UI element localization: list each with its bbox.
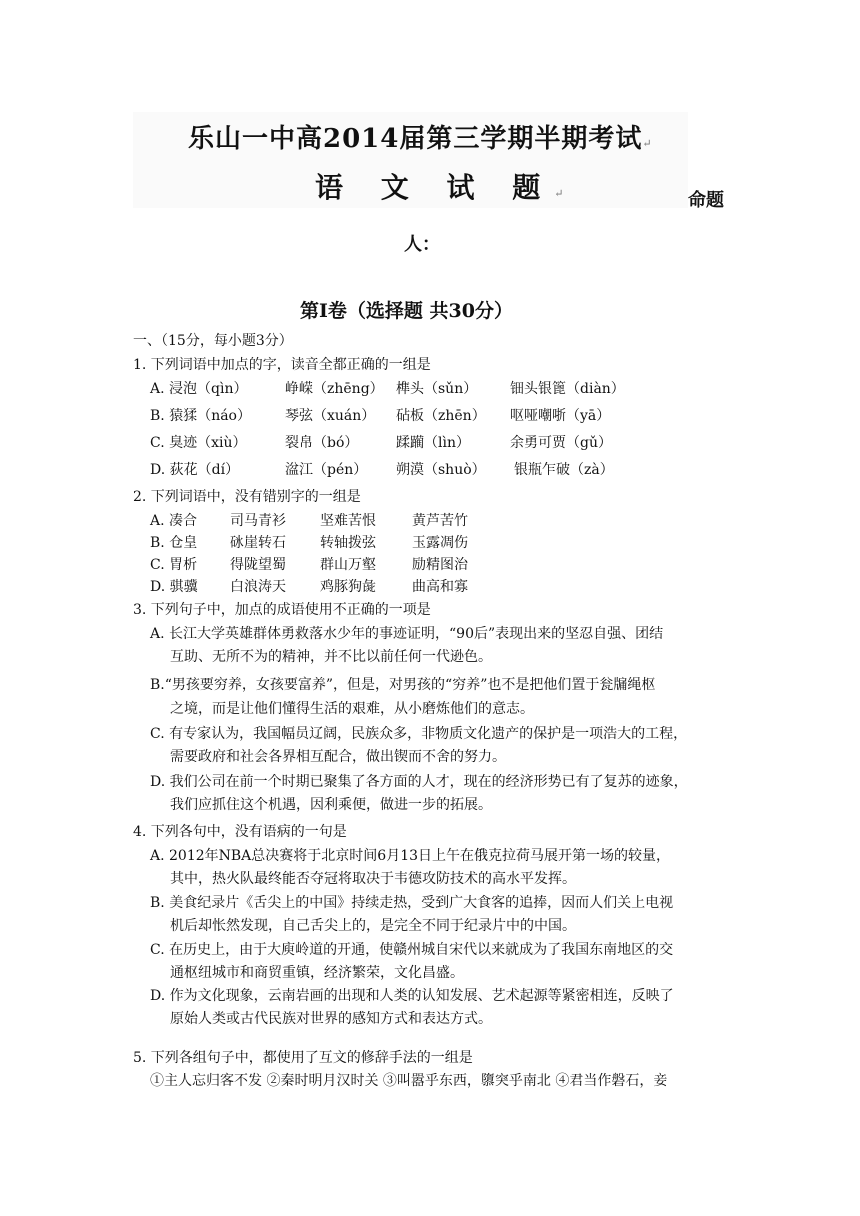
- option-cell: 转轴拨弦: [320, 535, 376, 551]
- option-cell: 鸡豚狗彘: [320, 579, 376, 595]
- question-4-option-a-line1: A. 2012年NBA总决赛将于北京时间6月13日上午在俄克拉荷马展开第一场的较量，: [150, 848, 671, 864]
- paragraph-mark-icon: ↵: [642, 137, 652, 150]
- question-4-option-c-line2: 通枢纽城市和商贸重镇，经济繁荣，文化昌盛。: [170, 965, 464, 981]
- option-cell: 砧板（zhēn）: [396, 408, 486, 424]
- option-cell: 白浪涛天: [230, 579, 286, 595]
- option-cell: 朔漠（shuò）: [396, 462, 486, 478]
- option-cell: 钿头银篦（diàn）: [510, 381, 625, 397]
- option-cell: B. 猿猱（náo）: [150, 408, 251, 424]
- question-3-option-a-line2: 互助、无所不为的精神，并不比以前任何一代逊色。: [170, 649, 492, 665]
- question-3-option-b-line2: 之境，而是让他们懂得生活的艰难，从小磨炼他们的意志。: [170, 701, 534, 717]
- question-3-option-d-line2: 我们应抓住这个机遇，因利乘便，做进一步的拓展。: [170, 797, 492, 813]
- option-cell: C. 臭迹（xiù）: [150, 435, 247, 451]
- option-cell: 呕哑嘲哳（yā）: [510, 408, 611, 424]
- paragraph-mark-icon: ↵: [554, 187, 564, 200]
- option-cell: 峥嵘（zhēng）: [285, 381, 384, 397]
- question-4-option-a-line2: 其中，热火队最终能否夺冠将取决于韦德攻防技术的高水平发挥。: [170, 871, 576, 887]
- option-cell: 银瓶乍破（zà）: [514, 462, 614, 478]
- question-3-option-b-line1: B.“男孩要穷养，女孩要富养”，但是，对男孩的“穷养”也不是把他们置于瓮牖绳枢: [150, 677, 656, 693]
- question-3-option-d-line1: D. 我们公司在前一个时期已聚集了各方面的人才，现在的经济形势已有了复苏的迹象，: [150, 774, 688, 790]
- option-cell: 琴弦（xuán）: [285, 408, 376, 424]
- option-cell: 司马青衫: [230, 513, 286, 529]
- option-cell: A. 浸泡（qìn）: [150, 381, 248, 397]
- option-cell: D. 荻花（dí）: [150, 462, 240, 478]
- question-4-option-d-line1: D. 作为文化现象，云南岩画的出现和人类的认知发展、艺术起源等紧密相连，反映了: [150, 988, 674, 1004]
- option-cell: 余勇可贾（gǔ）: [510, 435, 612, 451]
- question-3-option-c-line1: C. 有专家认为，我国幅员辽阔，民族众多，非物质文化遗产的保护是一项浩大的工程，: [150, 726, 688, 742]
- option-cell: 得陇望蜀: [230, 557, 286, 573]
- question-1-stem: 1. 下列词语中加点的字，读音全都正确的一组是: [133, 357, 431, 373]
- option-cell: 曲高和寡: [412, 579, 468, 595]
- option-cell: 坚难苦恨: [320, 513, 376, 529]
- option-cell: 蹂躏（lìn）: [396, 435, 470, 451]
- question-3-stem: 3. 下列句子中，加点的成语使用不正确的一项是: [133, 602, 431, 618]
- option-cell: 黄芦苦竹: [412, 513, 468, 529]
- question-4-option-b-line2: 机后却怅然发现，自己舌尖上的，是完全不同于纪录片中的中国。: [170, 918, 576, 934]
- part-heading: 一、（15分，每小题3分）: [133, 333, 293, 349]
- question-4-stem: 4. 下列各句中，没有语病的一句是: [133, 824, 347, 840]
- question-4-option-b-line1: B. 美食纪录片《舌尖上的中国》持续走热，受到广大食客的追捧，因而人们关上电视: [150, 895, 674, 911]
- question-4-option-d-line2: 原始人类或古代民族对世界的感知方式和表达方式。: [170, 1011, 492, 1027]
- option-cell: 群山万壑: [320, 557, 376, 573]
- option-cell: 湓江（pén）: [285, 462, 368, 478]
- option-cell: C. 胃析: [150, 557, 198, 573]
- subject-title: 语 文 试 题↵: [315, 171, 564, 204]
- question-4-option-c-line1: C. 在历史上，由于大庾岭道的开通，使赣州城自宋代以来就成为了我国东南地区的交: [150, 942, 674, 958]
- question-5-stem: 5. 下列各组句子中，都使用了互文的修辞手法的一组是: [133, 1050, 473, 1066]
- question-3-option-a-line1: A. 长江大学英雄群体勇救落水少年的事迹证明，“90后”表现出来的坚忍自强、团结: [150, 626, 664, 642]
- question-3-option-c-line2: 需要政府和社会各界相互配合，做出锲而不舍的努力。: [170, 749, 506, 765]
- option-cell: 砯崖转石: [230, 535, 286, 551]
- option-cell: 裂帛（bó）: [285, 435, 359, 451]
- option-cell: 励精图治: [412, 557, 468, 573]
- section-title: 第Ⅰ卷（选择题 共30分）: [300, 300, 513, 322]
- exam-title: 乐山一中高2014届第三学期半期考试↵: [188, 124, 652, 154]
- author-label-part1: 命题: [688, 190, 724, 211]
- option-cell: A. 凑合: [150, 513, 198, 529]
- option-cell: B. 仓皇: [150, 535, 198, 551]
- question-2-stem: 2. 下列词语中，没有错别字的一组是: [133, 489, 361, 505]
- option-cell: 玉露凋伤: [412, 535, 468, 551]
- question-5-line1: ①主人忘归客不发 ②秦时明月汉时关 ③叫嚣乎东西，隳突乎南北 ④君当作磐石，妾: [150, 1073, 668, 1089]
- option-cell: 榫头（sǔn）: [396, 381, 478, 397]
- option-cell: D. 骐骥: [150, 579, 198, 595]
- author-label-part2: 人：: [404, 234, 440, 255]
